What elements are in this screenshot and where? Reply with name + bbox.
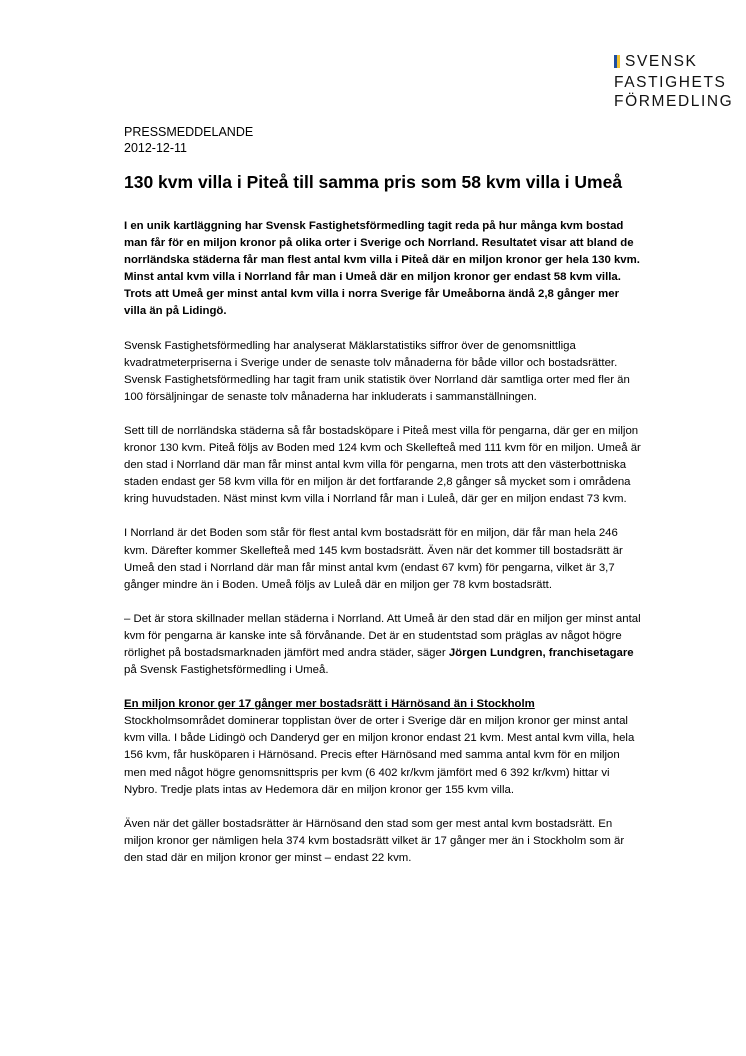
headline: 130 kvm villa i Piteå till samma pris som 58 kvm villa i Umeå [124, 172, 623, 192]
lead-paragraph: I en unik kartläggning har Svensk Fastighetsförmedling tagit reda på hur många kvm bostad man får för en miljon kronor på olika orter i Sverige och Norrland. Resultatet visar att bland de norrländska städerna får man flest antal kvm villa i Piteå där en miljon kronor ger hela 130 kvm. Minst antal kvm villa i Norrland får man i Umeå där en miljon kronor ger endast 58 kvm villa. Trots att Umeå ger minst antal kvm villa i norra Sverige får Umeåborna ändå 2,8 gånger mer villa än på Lidingö. [124, 220, 640, 318]
logo-line-3: FÖRMEDLING [614, 93, 734, 110]
press-release-body [124, 124, 644, 867]
body-paragraph-3: I Norrland är det Boden som står för flest antal kvm bostadsrätt för en miljon, där får man hela 246 kvm. Därefter kommer Skellefteå med 145 kvm bostadsrätt. Även när det kommer till bostadsrätt är Umeå den stad i Norrland där man får minst antal kvm (endast 67 kvm) för pengarna, vilket är 3,7 gånger mindre än i Boden. Umeå följs av Luleå där en miljon ger 78 kvm bostadsrätt. [124, 527, 623, 591]
company-logo [614, 52, 733, 111]
body-paragraph-5: Även när det gäller bostadsrätter är Härnösand den stad som ger mest antal kvm bostadsrätt. En miljon kronor ger nämligen hela 374 kvm bostadsrätt vilket är 17 gånger mer än i Stockholm som är den stad där en miljon kronor ger minst – endast 22 kvm. [124, 817, 625, 864]
body-paragraph-1: Svensk Fastighetsförmedling har analyserat Mäklarstatistiks siffror över de genomsnittliga kvadratmeterpriserna i Sverige under de senaste tolv månaderna för både villor och bostadsrätter. Svensk Fastighetsförmedling har tagit fram unik statistik över Norrland där samtliga orter med fler än 100 försäljningar de senaste tolv månaderna har inkluderats i sammanställningen. [124, 339, 630, 403]
swedish-flag-icon [614, 54, 620, 73]
logo-line-2: FASTIGHETS [614, 74, 727, 91]
section-subheading: En miljon kronor ger 17 gånger mer bostadsrätt i Härnösand än i Stockholm [124, 698, 535, 711]
quote-speaker: Jörgen Lundgren, franchisetagare [448, 646, 634, 659]
quote-text: – Det är stora skillnader mellan städerna i Norrland. Att Umeå är den stad där en miljon ger minst antal kvm för pengarna är kanske inte så förvånande. Det är en studentstad som präglas av något högre rörlighet på bostadsmarknaden jämfört med andra städer, säger [124, 612, 641, 659]
body-paragraph-2: Sett till de norrländska städerna så får bostadsköpare i Piteå mest villa för pengarna, där ger en miljon kronor 130 kvm. Piteå följs av Boden med 124 kvm och Skellefteå med 111 kvm för en miljon. Umeå är den stad i Norrland där man får minst antal kvm villa för pengarna, men trots att den västerbottniska staden endast ger 58 kvm villa för en miljon är det fortfarande 2,8 gånger så mycket som i områdena kring huvudstaden. Näst minst kvm villa i Norrland får man i Luleå, där ger en miljon endast 73 kvm. [124, 424, 641, 506]
logo-line-1: SVENSK [614, 52, 733, 73]
release-date: 2012-12-11 [124, 141, 188, 155]
document-type: PRESSMEDDELANDE [124, 125, 254, 139]
quote-paragraph [124, 611, 644, 679]
body-paragraph-4: Stockholmsområdet dominerar topplistan över de orter i Sverige där en miljon kronor ger minst antal kvm villa. I både Lidingö och Danderyd ger en miljon kronor endast 21 kvm. Mest antal kvm villa, hela 156 kvm, får husköparen i Härnösand. Precis efter Härnösand med samma antal kvm för en miljon men med något högre genomsnittspris per kvm (6 402 kr/kvm jämfört med 6 392 kr/kvm) hittar vi Nybro. Tredje plats intas av Hedemora där en miljon kronor ger 155 kvm villa. [124, 715, 635, 796]
quote-attribution: på Svensk Fastighetsförmedling i Umeå. [124, 664, 329, 677]
